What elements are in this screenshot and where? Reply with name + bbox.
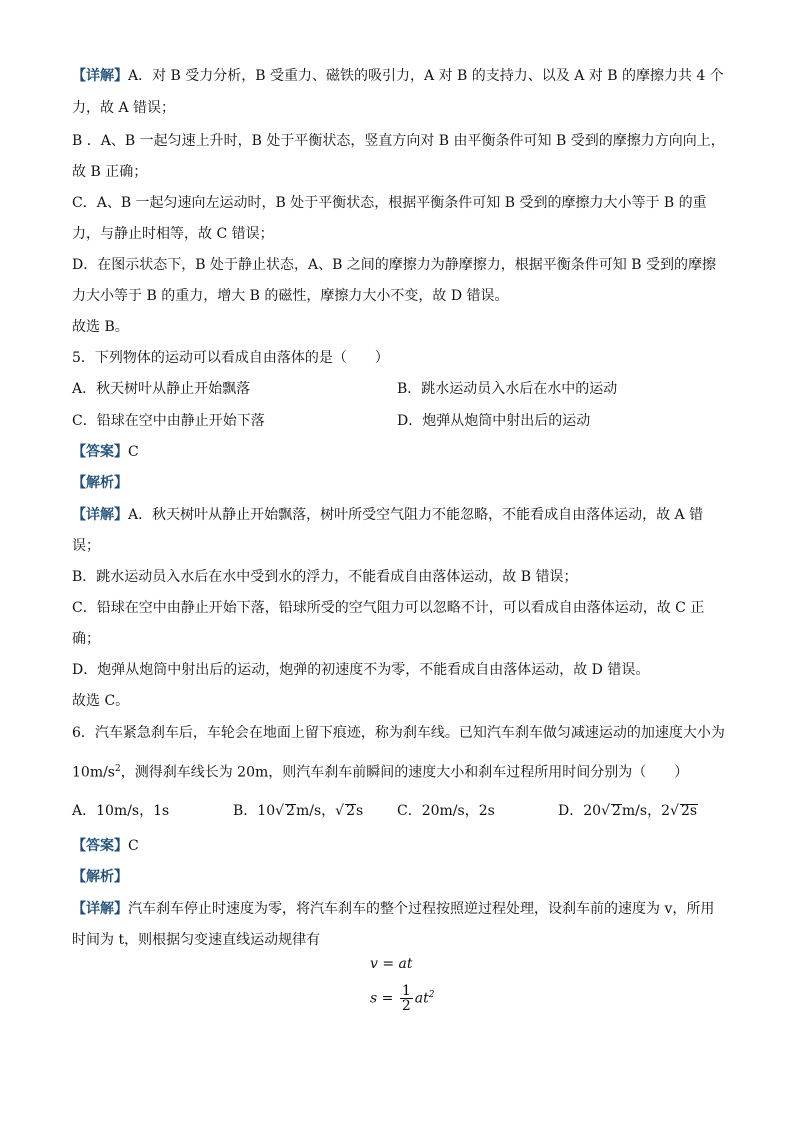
q6-stem-line-2 bbox=[72, 759, 688, 783]
q6-option-a: A．10m/s，1s bbox=[72, 803, 170, 819]
q4-detail-line-5: C．A、B 一起匀速向左运动时，B 处于平衡状态，根据平衡条件可知 B 受到的摩擦力大小等于 B 的重 bbox=[72, 195, 707, 211]
q5-detail-line-3: B．跳水运动员入水后在水中受到水的浮力，不能看成自由落体运动，故 B 错误； bbox=[72, 569, 578, 585]
q6-option-d-velocity-unit: m/s， bbox=[621, 803, 662, 819]
q4-detail-line-3: B ．A、B 一起匀速上升时，B 处于平衡状态，竖直方向对 B 由平衡条件可知 B 受到的摩擦力方向向上， bbox=[72, 133, 725, 149]
sqrt-symbol: √ bbox=[275, 803, 285, 819]
fraction-denominator: 2 bbox=[401, 998, 411, 1014]
q6-option-d-time-coef: 2 bbox=[661, 803, 671, 819]
analysis-tag: 【解析】 bbox=[72, 869, 128, 885]
q4-detail-line-6: 力，与静止时相等，故 C 错误； bbox=[72, 226, 274, 242]
q6-detail-line-2: 时间为 t，则根据匀变速直线运动规律有 bbox=[72, 932, 321, 948]
q5-stem: 5．下列物体的运动可以看成自由落体的是（ ） bbox=[72, 350, 389, 366]
detail-tag: 【详解】 bbox=[72, 901, 128, 917]
q5-option-d: D．炮弹从炮筒中射出后的运动 bbox=[397, 413, 591, 429]
q5-detail-line-1 bbox=[72, 505, 703, 525]
equation-displacement-lhs: s = bbox=[370, 990, 394, 1007]
q6-option-d-velocity-radicand: 2 bbox=[611, 803, 621, 819]
q4-conclusion: 故选 B。 bbox=[72, 319, 129, 335]
q6-accel-value: 10m/s bbox=[72, 764, 115, 781]
q6-option-b bbox=[233, 801, 363, 821]
q6-detail-text-1: 汽车刹车停止时速度为零，将汽车刹车的整个过程按照逆过程处理，设刹车前的速度为 v，所用 bbox=[128, 901, 715, 917]
q6-stem-line-2-text: ，测得刹车线长为 20m，则汽车刹车前瞬间的速度大小和刹车过程所用时间分别为（ ） bbox=[120, 764, 689, 781]
q5-option-a: A．秋天树叶从静止开始飘落 bbox=[72, 381, 251, 397]
q4-detail-text-1: A．对 B 受力分析，B 受重力、磁铁的吸引力，A 对 B 的支持力、以及 A 对 B 的摩擦力共 4 个 bbox=[128, 68, 724, 84]
q5-detail-text-1: A．秋天树叶从静止开始飘落，树叶所受空气阻力不能忽略，不能看成自由落体运动，故 A 错 bbox=[128, 507, 704, 523]
q4-detail-line-2: 力，故 A 错误； bbox=[72, 100, 176, 116]
q6-option-d bbox=[558, 801, 698, 821]
q5-detail-line-4: C．铅球在空中由静止开始下落，铅球所受的空气阻力可以忽略不计，可以看成自由落体运动，故 C 正 bbox=[72, 600, 705, 616]
q4-detail-line-4: 故 B 正确； bbox=[72, 164, 148, 180]
q5-answer: C bbox=[128, 444, 139, 460]
sqrt-symbol: √ bbox=[601, 803, 610, 819]
q6-option-b-velocity-radicand: 2 bbox=[286, 803, 295, 819]
q6-option-c: C．20m/s，2s bbox=[397, 803, 495, 819]
equation-velocity: v = at bbox=[370, 956, 413, 972]
fraction-numerator: 1 bbox=[401, 983, 411, 999]
q5-option-b: B．跳水运动员入水后在水中的运动 bbox=[397, 381, 618, 397]
q4-detail-line-1 bbox=[72, 66, 724, 86]
analysis-tag: 【解析】 bbox=[72, 475, 128, 491]
q6-option-b-label: B． bbox=[233, 803, 258, 819]
q4-detail-line-8: 力大小等于 B 的重力，增大 B 的磁性，摩擦力大小不变，故 D 错误。 bbox=[72, 288, 509, 304]
sqrt-symbol: √ bbox=[335, 803, 345, 819]
q6-stem-line-1: 6．汽车紧急刹车后，车轮会在地面上留下痕迹，称为刹车线。已知汽车刹车做匀减速运动的加速度大小为 bbox=[72, 725, 725, 741]
equation-displacement bbox=[370, 984, 434, 1013]
q6-accel-exponent: 2 bbox=[115, 764, 121, 774]
q6-answer: C bbox=[128, 838, 139, 854]
q6-detail-line-1 bbox=[72, 899, 714, 919]
q6-answer-line bbox=[72, 836, 139, 856]
q6-option-d-velocity-coef: 20 bbox=[583, 803, 602, 819]
q4-detail-line-7: D．在图示状态下，B 处于静止状态，A、B 之间的摩擦力为静摩擦力，根据平衡条件可知 B 受到的摩擦 bbox=[72, 257, 716, 273]
q5-detail-line-6: D．炮弹从炮筒中射出后的运动，炮弹的初速度不为零，不能看成自由落体运动，故 D 错误。 bbox=[72, 662, 650, 678]
q5-detail-line-5: 确； bbox=[72, 631, 100, 647]
q6-option-b-time-unit: s bbox=[356, 803, 364, 819]
q6-analysis-line bbox=[72, 867, 128, 887]
q5-analysis-line bbox=[72, 473, 128, 493]
detail-tag: 【详解】 bbox=[72, 68, 128, 84]
fraction-one-half bbox=[400, 984, 413, 1013]
q6-option-d-time-radicand: 2s bbox=[680, 803, 698, 819]
q6-option-b-velocity-coef: 10 bbox=[257, 803, 276, 819]
q5-conclusion: 故选 C。 bbox=[72, 693, 130, 709]
q6-option-d-label: D． bbox=[558, 803, 584, 819]
equation-displacement-rhs: at bbox=[414, 990, 429, 1007]
sqrt-symbol: √ bbox=[670, 803, 679, 819]
equation-displacement-exponent: 2 bbox=[428, 989, 435, 1000]
answer-tag: 【答案】 bbox=[72, 444, 128, 460]
q5-option-c: C．铅球在空中由静止开始下落 bbox=[72, 413, 265, 429]
q5-answer-line bbox=[72, 442, 139, 462]
detail-tag: 【详解】 bbox=[72, 507, 128, 523]
answer-tag: 【答案】 bbox=[72, 838, 128, 854]
q6-option-b-velocity-unit: m/s， bbox=[295, 803, 336, 819]
q6-option-b-time-radicand: 2 bbox=[346, 803, 355, 819]
q5-detail-line-2: 误； bbox=[72, 538, 100, 554]
